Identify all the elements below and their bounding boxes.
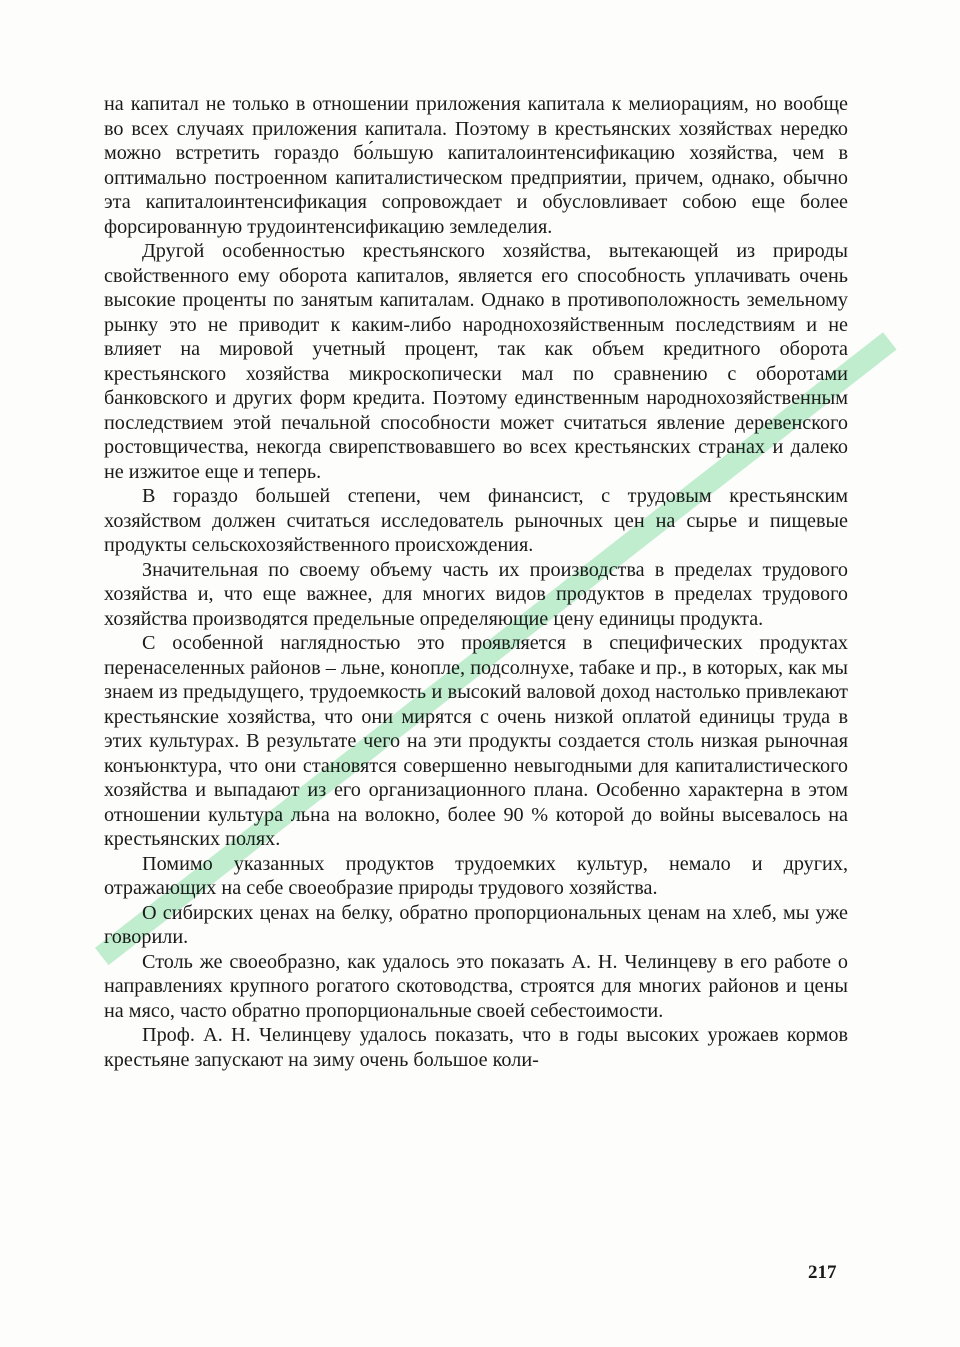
paragraph-6: Помимо указанных продуктов трудоемких культур, немало и других, отражающих на себе своеобразие природы трудового хозяйства. [104, 852, 848, 899]
paragraph-9: Проф. А. Н. Челинцеву удалось показать, что в годы высоких урожаев кормов крестьяне запускают на зиму очень большое коли- [104, 1024, 848, 1071]
paragraph-1: на капитал не только в отношении приложения капитала к мелиорациям, но вообще во всех случаях приложения капитала. Поэтому в крестьянских хозяйствах нередко можно встретить гораздо бо́льшую капиталоинтенсификацию хозяйства, чем в оптимально построенном капиталистическом предприятии, причем, однако, обычно эта капиталоинтенсификация сопровождает и обусловливает собою еще более форсированную трудоинтенсификацию земледелия. [104, 93, 848, 238]
paragraph-4: Значительная по своему объему часть их производства в пределах трудового хозяйства и, что еще важнее, для многих видов продуктов в пределах трудового хозяйства производятся предельные определяющие цену единицы продукта. [104, 558, 848, 630]
paragraph-7: О сибирских ценах на белку, обратно пропорциональных ценам на хлеб, мы уже говорили. [104, 901, 848, 948]
body-text [104, 92, 848, 1072]
paragraph-5: С особенной наглядностью это проявляется в специфических продуктах перенаселенных районов – льне, конопле, подсолнухе, табаке и пр., в которых, как мы знаем из предыдущего, трудоемкость и высокий валовой доход настолько привлекают крестьянские хозяйства, что они мирятся с очень низкой оплатой единицы труда в этих культурах. В результате чего на эти продукты создается столь низкая рыночная конъюнктура, что они становятся совершенно невыгодными для капиталистического хозяйства и выпадают из его организационного плана. Особенно характерна в этом отношении культура льна на волокно, более 90 % которой до войны высевалось на крестьянских полях. [104, 632, 848, 850]
paragraph-8: Столь же своеобразно, как удалось это показать А. Н. Челинцеву в его работе о направлениях крупного рогатого скотоводства, строятся для многих районов и цены на мясо, часто обратно пропорциональные своей себестоимости. [104, 950, 848, 1022]
paragraph-3: В гораздо большей степени, чем финансист, с трудовым крестьянским хозяйством должен считаться исследователь рыночных цен на сырье и пищевые продукты сельскохозяйственного происхождения. [104, 485, 848, 556]
page-number: 217 [808, 1262, 837, 1283]
paragraph-2: Другой особенностью крестьянского хозяйства, вытекающей из природы свойственного ему оборота капиталов, является его способность уплачивать очень высокие проценты по занятым капиталам. Однако в противоположность земельному рынку это не приводит к каким-либо народнохозяйственным последствиям и не влияет на мировой учетный процент, так как объем кредитного оборота крестьянского хозяйства микроскопически мал по сравнению с оборотами банковского и других форм кредита. Поэтому единственным народнохозяйственным последствием этой печальной способности может считаться явление деревенского ростовщичества, некогда свирепствовавшего во всех крестьянских странах и далеко не изжитое еще и теперь. [104, 240, 848, 483]
